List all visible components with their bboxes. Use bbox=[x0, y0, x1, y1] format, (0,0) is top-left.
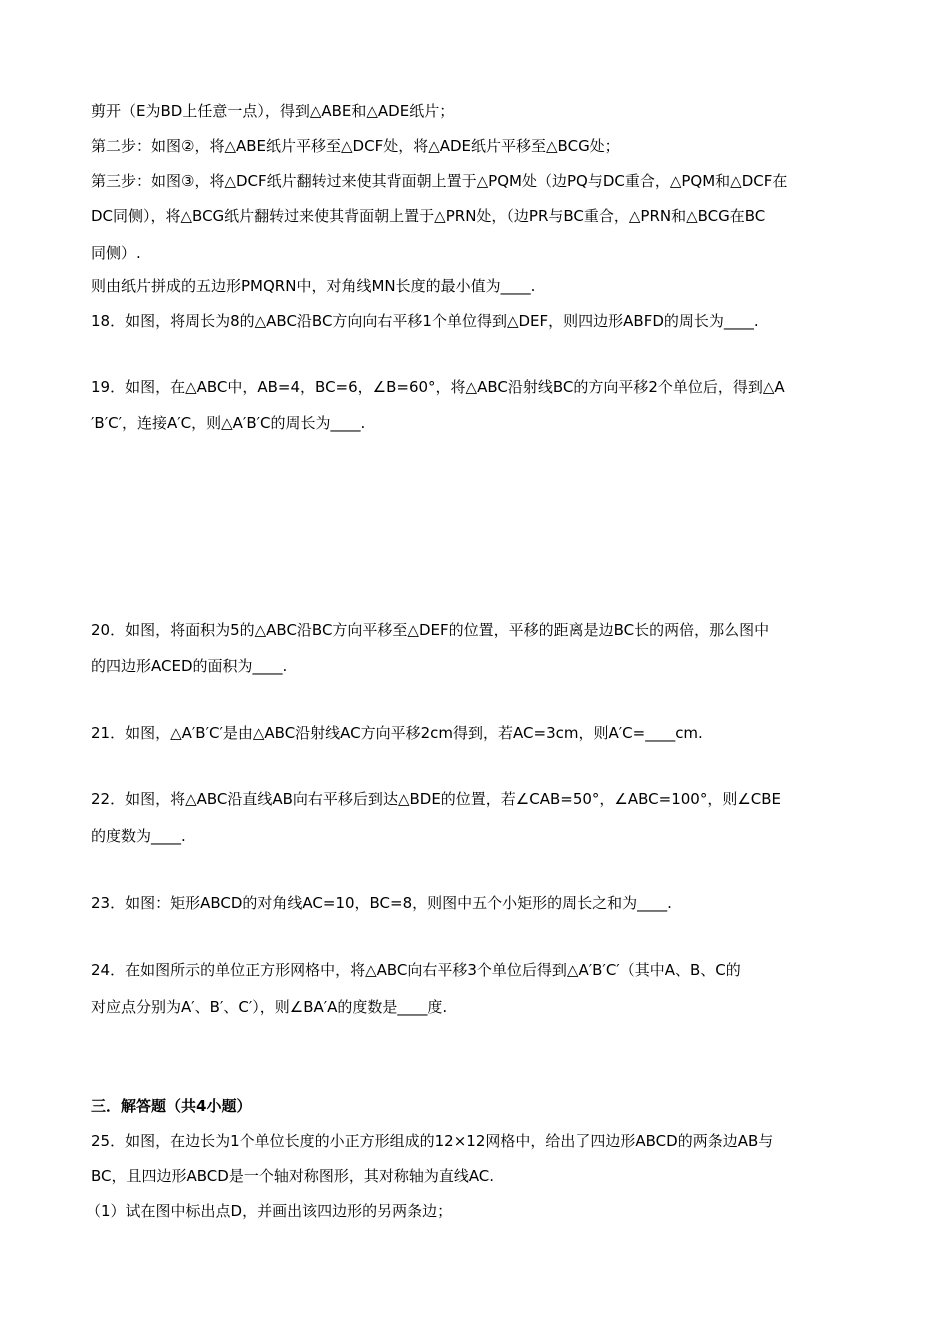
question-25: 25．如图，在边长为1个单位长度的小正方形组成的12×12网格中，给出了四边形ABCD的两条边AB与 bbox=[91, 1132, 774, 1150]
question-19: 19．如图，在△ABC中，AB=4，BC=6，∠B=60°，将△ABC沿射线BC的方向平移2个单位后，得到△A bbox=[91, 378, 785, 396]
text-line: 第三步：如图③，将△DCF纸片翻转过来使其背面朝上置于△PQM处（边PQ与DC重合，△PQM和△DCF在 bbox=[91, 172, 788, 190]
question-25-cont: BC，且四边形ABCD是一个轴对称图形，其对称轴为直线AC. bbox=[91, 1167, 495, 1185]
text-line: 第二步：如图②，将△ABE纸片平移至△DCF处，将△ADE纸片平移至△BCG处； bbox=[91, 137, 620, 155]
question-22: 22．如图，将△ABC沿直线AB向右平移后到达△BDE的位置，若∠CAB=50°，∠ABC=100°，则∠CBE bbox=[91, 790, 782, 808]
question-22-cont: 的度数为____. bbox=[91, 827, 186, 845]
text-line: 剪开（E为BD上任意一点），得到△ABE和△ADE纸片； bbox=[91, 102, 455, 120]
section-heading: 三．解答题（共4小题） bbox=[91, 1097, 252, 1115]
text-line: 则由纸片拼成的五边形PMQRN中，对角线MN长度的最小值为____. bbox=[91, 277, 536, 295]
question-20: 20．如图，将面积为5的△ABC沿BC方向平移至△DEF的位置，平移的距离是边BC长的两倍，那么图中 bbox=[91, 621, 770, 639]
question-23: 23．如图：矩形ABCD的对角线AC=10，BC=8，则图中五个小矩形的周长之和为____. bbox=[91, 894, 672, 912]
question-24: 24．在如图所示的单位正方形网格中，将△ABC向右平移3个单位后得到△A′B′C′（其中A、B、C的 bbox=[91, 961, 741, 979]
question-18: 18．如图，将周长为8的△ABC沿BC方向向右平移1个单位得到△DEF，则四边形ABFD的周长为____. bbox=[91, 312, 759, 330]
question-19-cont: ′B′C′，连接A′C，则△A′B′C的周长为____. bbox=[91, 414, 366, 432]
question-20-cont: 的四边形ACED的面积为____. bbox=[91, 657, 288, 675]
question-21: 21．如图，△A′B′C′是由△ABC沿射线AC方向平移2cm得到，若AC=3cm，则A′C=____cm. bbox=[91, 724, 703, 742]
text-line: DC同侧），将△BCG纸片翻转过来使其背面朝上置于△PRN处，（边PR与BC重合，△PRN和△BCG在BC bbox=[91, 207, 766, 225]
text-line: 同侧）. bbox=[91, 244, 141, 262]
question-24-cont: 对应点分别为A′、B′、C′），则∠BA′A的度数是____度. bbox=[91, 998, 448, 1016]
question-25-part-1: （1）试在图中标出点D，并画出该四边形的另两条边； bbox=[86, 1202, 453, 1220]
